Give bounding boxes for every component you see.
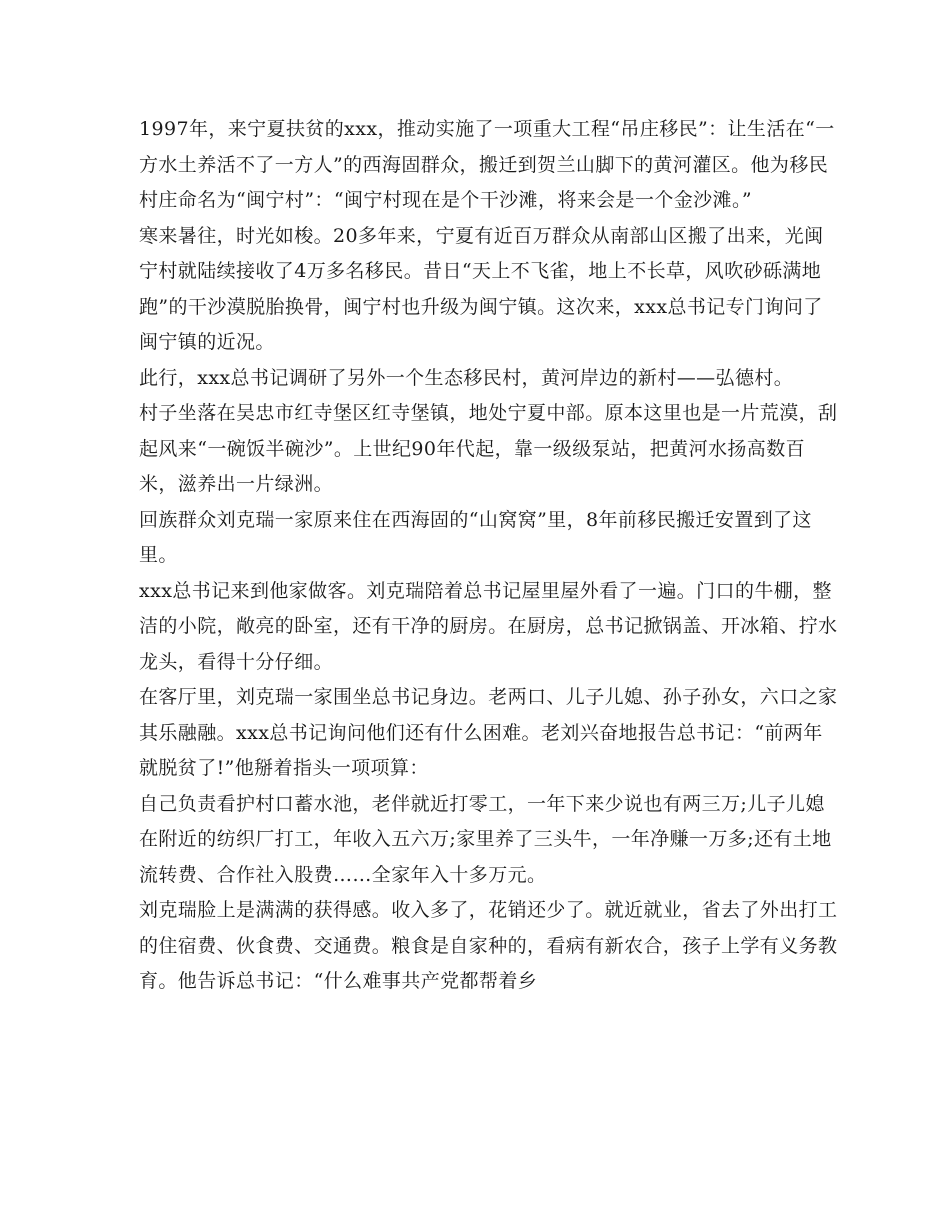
paragraph-9: 刘克瑞脸上是满满的获得感。收入多了，花销还少了。就近就业，省去了外出打工的住宿费、伙食费、交通费。粮食是自家种的，看病有新农合，孩子上学有义务教育。他告诉总书记：“什么难事共产党都帮着乡 — [139, 899, 838, 992]
document-page — [139, 112, 839, 1000]
paragraph-4: 村子坐落在吴忠市红寺堡区红寺堡镇，地处宁夏中部。原本这里也是一片荒漠，刮起风来“一碗饭半碗沙”。上世纪90年代起，靠一级级泵站，把黄河水扬高数百米，滋养出一片绿洲。 — [139, 402, 838, 495]
paragraph-8: 自己负责看护村口蓄水池，老伴就近打零工，一年下来少说也有两三万;儿子儿媳在附近的纺织厂打工，年收入五六万;家里养了三头牛，一年净赚一万多;还有土地流转费、合作社入股费……全家年入十多万元。 — [139, 792, 832, 886]
paragraph-1: 1997年，来宁夏扶贫的xxx，推动实施了一项重大工程“吊庄移民”：让生活在“一方水土养活不了一方人”的西海固群众，搬迁到贺兰山脚下的黄河灌区。他为移民村庄命名为“闽宁村”：“闽宁村现在是个干沙滩，将来会是一个金沙滩。” — [139, 118, 835, 211]
paragraph-3: 此行，xxx总书记调研了另外一个生态移民村，黄河岸边的新村——弘德村。 — [139, 366, 794, 389]
paragraph-7: 在客厅里，刘克瑞一家围坐总书记身边。老两口、儿子儿媳、孙子孙女，六口之家其乐融融。xxx总书记询问他们还有什么困难。老刘兴奋地报告总书记：“前两年就脱贫了!”他掰着指头一项项算： — [139, 686, 838, 779]
paragraph-2: 寒来暑往，时光如梭。20多年来，宁夏有近百万群众从南部山区搬了出来，光闽宁村就陆续接收了4万多名移民。昔日“天上不飞雀，地上不长草，风吹砂砾满地跑”的干沙漠脱胎换骨，闽宁村也升级为闽宁镇。这次来，xxx总书记专门询问了闽宁镇的近况。 — [139, 224, 824, 353]
paragraph-6: xxx总书记来到他家做客。刘克瑞陪着总书记屋里屋外看了一遍。门口的牛棚，整洁的小院，敞亮的卧室，还有干净的厨房。在厨房，总书记掀锅盖、开冰箱、拧水龙头，看得十分仔细。 — [139, 579, 838, 673]
paragraph-5: 回族群众刘克瑞一家原来住在西海固的“山窝窝”里，8年前移民搬迁安置到了这里。 — [139, 508, 812, 566]
